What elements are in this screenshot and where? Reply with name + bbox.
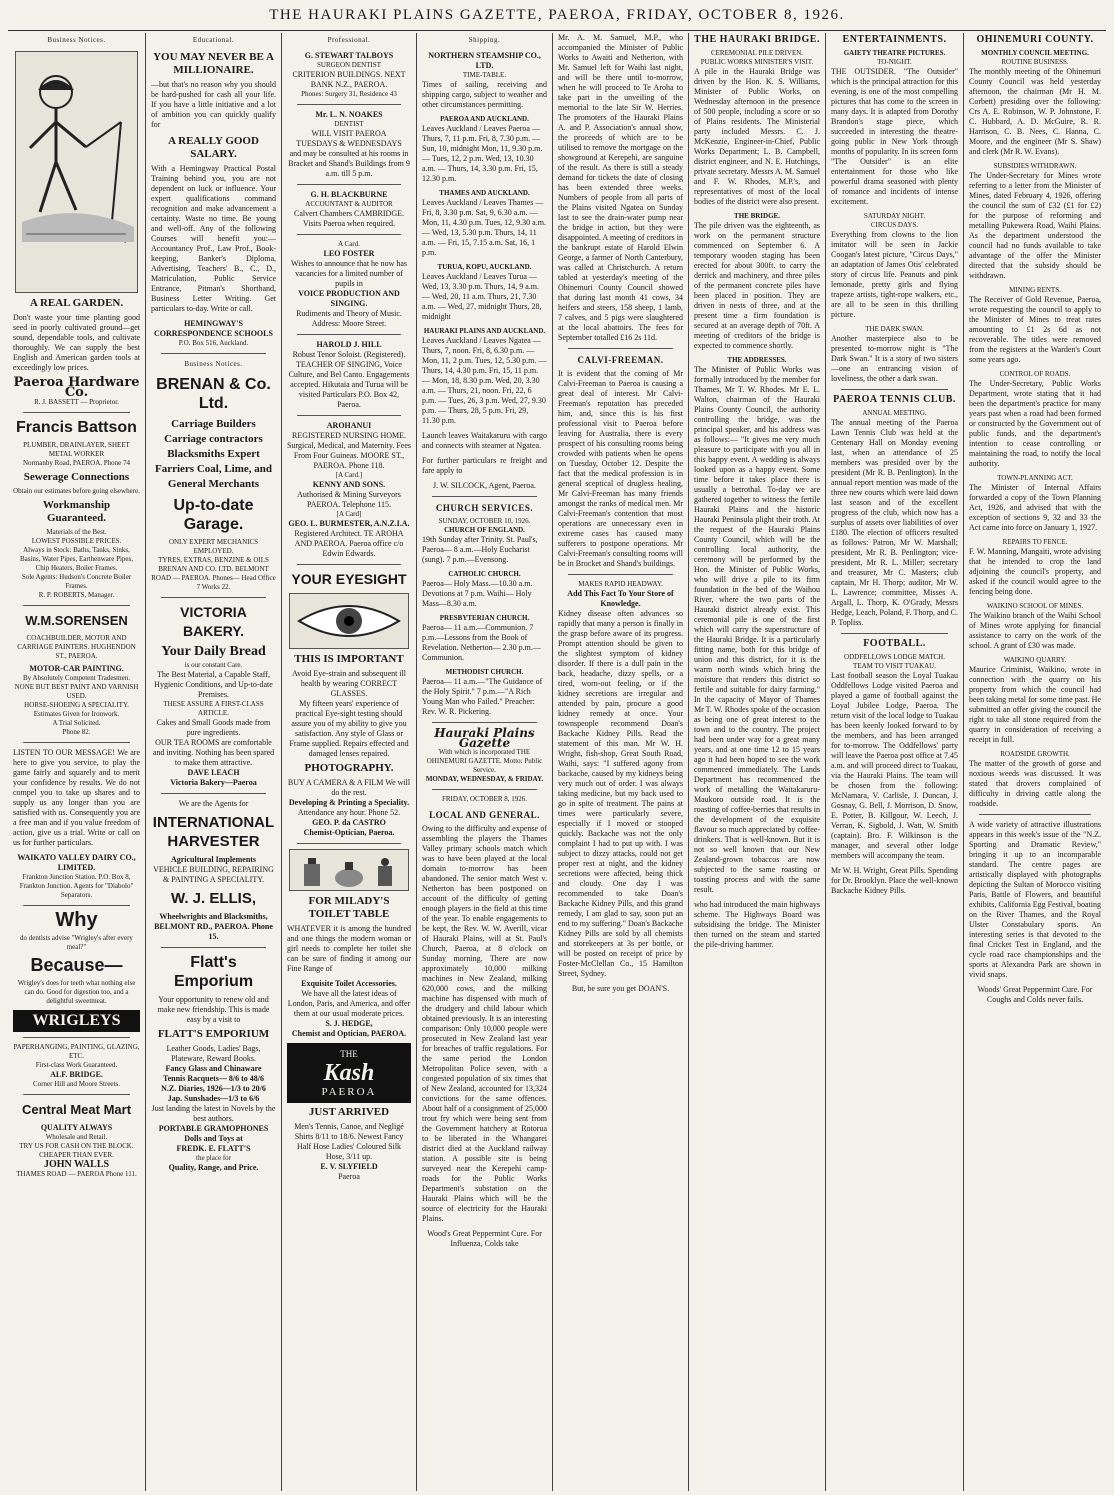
alf-address: Corner Hill and Moore Streets. (33, 1080, 120, 1088)
calvi-text: It is evident that the coming of Mr Calvi-Freeman to Paeroa is causing a great deal of interest. Mr Calvi-Freeman's reputation has preceded him, and, since this is his first professional visit to Paeroa before leaving for Australia, there is every prospect of his consulting rooms being crowded with patients when he opens on Tuesday, October 12. Despite the fact that the medical profession is in general sceptical of drugless healing, Mr Calvi-Freeman has many friends amongst the ranks of medical men. Mr Calvi-Freeman's contention that most operations are unnecessary even in extreme cases has caused many sufferers to postpone operations. Mr Calvi-Freeman's consulting rooms will be in Brocket and Shand's buildings. (558, 369, 683, 568)
bridge-title: THE HAURAKI BRIDGE. (694, 34, 820, 45)
fancy-glass: Fancy Glass and Chinaware (165, 1064, 262, 1073)
further-particulars: For further particulars re freight and fare apply to (422, 456, 547, 475)
implements: Agricultural Implements (170, 855, 257, 864)
circus-text: Everything from clowns to the lion imitator will be seen in Jackie Coogan's latest picture, "Circus Days," an adaptation of James Otis' celebrated story of circus life. Peanuts and pink lemonade, pretty girls and flying trapeze artists, tight-rope walkers, etc., are all to be seen in this thrilling picture. (831, 230, 958, 319)
kash-paeroa-label: PAEROA (321, 1086, 377, 1098)
routine-business: ROUTINE BUSINESS. (1001, 58, 1069, 66)
hauraki-plains-times: Leaves Auckland / Leaves Ngatea — Thurs, 7, noon. Fri, 8, 6.30 p.m. — Mon, 11, 2 p.m. Tues, 12, 5.30 p.m. — Thurs, 14, 4.30 p.m. Fri, 15, 11 p.m. — Mon, 18, 8.30 p.m. Wed, 20, 3.30 a.m. — Thurs, 21, noon. Fri, 22, 6 p.m. — Tues, 26, 3 p.m. Wed, 27, 9.30 p.m. — Thurs, 28, 5 p.m. Fri, 29, 11.30 p.m. (422, 336, 547, 425)
eyesight-heading: YOUR EYESIGHT (291, 571, 407, 587)
quarry-heading: WAIKINO QUARRY. (1003, 656, 1067, 664)
calvert: Calvert Chambers CAMBRIDGE. Visits Paeroa when required. (294, 209, 404, 228)
northern-steamship: NORTHERN STEAMSHIP CO., LTD. (428, 51, 541, 70)
toilet-illustration (289, 849, 409, 891)
county-intro: The monthly meeting of the Ohinemuri County Council was held yesterday afternoon, the chairman (Mr H. M. Corbett) presiding over the following: Crs A. E. Robinson, W. P. Johnstone, F. C. Hubbard, A. D. McGuire, R. R. Harrison, C. B. Nees, C. Hanna, C. Moore, and the engineer (Mr S. Shaw) and clerk (Mr R. W. Evans). (969, 67, 1101, 156)
annual-meeting: ANNUAL MEETING. (862, 409, 927, 417)
manager: R. P. ROBERTS, Manager. (38, 591, 115, 599)
waikino-heading: WAIKINO SCHOOL OF MINES. (986, 602, 1084, 610)
architect: Registered Architect. TE AROHA AND PAEROA. Paeroa office c/o Edwin Edwards. (294, 529, 404, 558)
turua-times: Leaves Auckland / Leaves Turua — Wed, 13, 3.30 p.m. Thurs, 14, 9 a.m. — Wed, 20, 11 a.m. Thurs, 21, 7.30 a.m. — Wed, 27, midnight Thurs, 28, midnight (422, 272, 542, 321)
kash-paeroa: Paeroa (338, 1172, 360, 1181)
bridge-intro: A pile in the Hauraki Bridge was driven by the Hon. K. S. Williams, Minister of Public Works, on Wednesday afternoon in the presence of 500 people, including a score or so of Plains residents. The Ministerial party included Messrs. C. J. McKenzie, Engineer-in-Chief, Public Works Department; L. B. Campbell, district engineer, and N. E. Hutchings, private secretary. Messrs A. M. Samuel and F. W. Rhodes, M.P.'s, and representatives of most of the local bodies of the district were also present. (694, 67, 820, 206)
workmanship: Workmanship Guaranteed. (42, 499, 111, 524)
garden-text: Don't waste your time planting good seed in poorly cultivated ground—get sound, dependable tools, and cultivate thoroughly. We can supply the best English and American garden tools at exceedingly low prices. (13, 313, 140, 372)
business-header: Business Notices. (184, 360, 243, 368)
church-england-text: 19th Sunday after Trinity. St. Paul's, Paeroa— 8 a.m.—Holy Eucharist (sung). 7 p.m.—Evensong. (422, 535, 538, 564)
turua-kopu: TURUA, KOPU, AUCKLAND. (437, 263, 532, 271)
paint: NONE BUT BEST PAINT AND VARNISH USED. (14, 683, 139, 700)
ellis-address: BELMONT RD., PAEROA. Phone 15. (154, 922, 273, 941)
kash-the: THE (340, 1049, 358, 1059)
add-fact: Add This Fact To Your Store of Knowledge. (567, 589, 674, 608)
tennis-club: PAEROA TENNIS CLUB. (833, 394, 956, 405)
millionaire-text: —but that's no reason why you should be hard-pushed for cash all your life. If you have a little initiative and a lot of ambition you can quickly qualify for (151, 80, 276, 129)
local-general: LOCAL AND GENERAL. (429, 810, 540, 820)
victoria-bakery: Victoria Bakery—Paeroa (170, 778, 257, 787)
brenan-services: Carriage Builders Carriage contractors Blacksmiths Expert Farriers Coal, Lime, and General Merchants (154, 418, 272, 490)
quality-range: Quality, Range, and Price. (168, 1163, 259, 1172)
criterion: CRITERION BUILDINGS. NEXT BANK N.Z., PAEROA. (292, 70, 406, 89)
salary-text: With a Hemingway Practical Postal Training behind you, you are not dependent on luck or influence. Your expert qualifications command recognition and make advancement a certainty. Waste no time. Be young and well-off. Any of the following Courses will benefit you:— Accountancy Prof., Law Prof., Book-keeping, Banker's Diploma, Advertising, Teachers' B., C., D., Matriculation, Public Service Entrance, Pitman's Shorthand, Business Letter Writing. Get particulars to-day. Write or call. (151, 164, 276, 313)
talboys-title: SURGEON DENTIST (317, 61, 381, 69)
rudiments: Rudiments and Theory of Music. (296, 309, 402, 318)
issue-date: FRIDAY, OCTOBER 8, 1926. (441, 795, 528, 803)
ellis-name: W. J. ELLIS, (170, 890, 256, 907)
foster-address: Address: Moore Street. (311, 319, 387, 328)
hedge-name: S. J. HEDGE, (325, 1019, 373, 1028)
will-visit: WILL VISIT PAEROA (311, 129, 387, 138)
place-for: the place for (196, 1154, 231, 1162)
subsidies-text: The Under-Secretary for Mines wrote referring to a letter from the Minister of Mines, dated February 4, 1926, offering the council the sum of £32 (£1 for £2) for the purpose of reforming and metalling Pukewera Road, Waihi Plains. As the department understood the council had no funds available to take advantage of the offer the Minister directed that the subsidy should be withdrawn. (969, 171, 1101, 280)
roadside-heading: ROADSIDE GROWTH. (1000, 750, 1070, 758)
flatt-goods: Leather Goods, Ladies' Bags, Plateware, Reward Books. (166, 1044, 261, 1063)
mining-heading: MINING RENTS. (1009, 286, 1061, 294)
section-header: Business Notices. (47, 36, 106, 44)
sorensen-name: W.M.SORENSEN (25, 613, 128, 628)
hardware-proprietor: R. J. BASSETT — Proprietor. (34, 398, 119, 406)
eye-text: Avoid Eye-strain and subsequent ill health by wearing CORRECT GLASSES. (291, 669, 407, 698)
church-date: SUNDAY, OCTOBER 10, 1926. (438, 517, 531, 525)
column-business-notices (8, 33, 145, 1491)
town-planning-text: The Minister of Internal Affairs forwarded a copy of the Town Planning Act, 1926, and advised that with the exception of sections 9, 32 and 33 the Act came into force on January 1, 1927. (969, 483, 1101, 532)
control-heading: CONTROL OF ROADS. (999, 370, 1071, 378)
hemingway-box: P.O. Box 516, Auckland. (178, 339, 249, 347)
control-text: The Under-Secretary, Public Works Department, wrote stating that it had been the department's practice for many years past when a road had been formed or constructed by the Government out of public funds, and the department's intention to cease controlling or maintaining the road, to notify the local authority. (969, 379, 1101, 468)
estimates: Estimates Given for Ironwork. (33, 710, 120, 718)
battson-name: Francis Battson (16, 419, 137, 436)
gazette-title: Hauraki Plains Gazette (434, 726, 535, 750)
publication-days: MONDAY, WEDNESDAY, & FRIDAY. (425, 775, 544, 783)
dave-leach: DAVE LEACH (187, 768, 240, 777)
rapid-headway: MAKES RAPID HEADWAY. (578, 580, 663, 588)
waikato-name: WAIKATO VALLEY DAIRY CO., LIMITED. (17, 853, 136, 872)
accountant: ACCOUNTANT & AUDITOR (305, 200, 393, 208)
materials: Materials of the Best. (46, 528, 107, 536)
masthead-rule (8, 30, 1106, 31)
eye-text-2: My fifteen years' experience of practical Eye-sight testing should assure you of my ability to give you satisfaction. Any style of Glass or Frame supplied. Repairs effected and damaged lenses repaired. (289, 699, 409, 758)
section-header: Professional. (327, 36, 371, 44)
try-us: TRY US FOR CASH ON THE BLOCK. CHEAPER THAN EVER. (19, 1142, 134, 1159)
daily-bread: Your Daily Bread (161, 644, 266, 659)
hemingway-name: HEMINGWAY'S CORRESPONDENCE SCHOOLS (154, 319, 273, 338)
column-professional (281, 33, 416, 1491)
kash-goods: Men's Tennis, Canoe, and Negligé Shirts 8/11 to 18/6. Newest Fancy Half Hose Ladies' Coloured Silk Hose, 3/11 up. (294, 1122, 404, 1161)
novels: Just landing the latest in Novels by the best authors. (151, 1104, 276, 1123)
dark-swan-text: Another masterpiece also to be presented to-morrow night is "The Dark Swan." It is a story of two sisters—one an entrancing vision of loveliness, the other a dark swan. (831, 334, 958, 383)
dark-swan: THE DARK SWAN. (865, 325, 924, 333)
waikino-text: The Waikino branch of the Waihi School of Mines wrote applying for financial assistance to carry on the work of the school. A grant of £30 was made. (969, 611, 1101, 650)
diaries: N.Z. Diaries, 1926—1/3 to 20/6 (161, 1084, 266, 1093)
millionaire-heading: YOU MAY NEVER BE A MILLIONAIRE. (153, 51, 274, 76)
illustrations-text: A wide variety of attractive illustrations appears in this week's issue of the "N.Z. Sporting and Dramatic Review," bringing it up to an incomparable standard. The centre pages are artistically displayed with photographs depicting the Sultan of Morocco visiting Paris, Battle of Flowers, and beautiful exhibits, California Egg Festival, boating on the River Thames, and the Royal Ulster Constabulary sports. An interesting series is that devoted to the final Cricket Test in England, and the cycle road race championships and the sports at Alexandra Park are shown in vivid snaps. (969, 820, 1101, 979)
firstclass: First-class Work Guaranteed. (35, 1061, 118, 1069)
timetable: TIME-TABLE. (462, 71, 507, 79)
sunshades: Jap. Sunshades—1/3 to 6/6 (167, 1094, 260, 1103)
thames-auckland: THAMES AND AUCKLAND. (439, 189, 530, 197)
column-ohinemuri-county (963, 33, 1106, 1491)
burmester-name: GEO. L. BURMESTER, A.N.Z.I.A. (288, 519, 410, 528)
column-educational (145, 33, 281, 1491)
talboys-name: G. STEWART TALBOYS (304, 51, 394, 60)
local-general-text: Owing to the difficulty and expense of assembling the players the Thames Valley primary schools match which was to have been played at the local domain to-morrow has been abandoned. The senior match West v. Netherton has been postponed on account of the difficulty of getting enough players in the field at this time of the year. To enable engagements to be kept, the Rev. W. W. Averill, vicar of Hauraki Plains, will at St. Paul's Church, Paeroa, at 8 o'clock on Sunday morning. There are now approximately 10,000 milking machines in New Zealand, milking 620,000 cows, and the milking machine has dispensed with much of the drudgery and child labour which obtained previously. It is an interesting comparison: Only 10,000 people were prosecuted in New Zealand last year for breaches of traffic regulations. For the same period the London Metropolitan Police seven, with a congested population of six times that of New Zealand, accounted for 13,324 convictions for the same offences. About half of a consignment of 25,000 trout fry which were being sent from the Government hatchery at Rotorua to be liberated in the Whangarei district died at the Auckland railway station. A possible site is being surveyed near the Kerepehi camp-roads for the Public Works Department's substation on the Hauraki Plains which will be the source of electricity for the Hauraki Plains. (422, 824, 547, 1223)
gramophones: PORTABLE GRAMOPHONES (158, 1124, 269, 1133)
column-hauraki-bridge (688, 33, 825, 1491)
entertainments-title: ENTERTAINMENTS. (842, 34, 947, 45)
kash-logo (287, 1043, 411, 1103)
walls-address: THAMES ROAD — PAEROA Phone 111. (16, 1170, 137, 1178)
brenan-address: BRENAN AND CO. LTD. BELMONT ROAD — PAEROA. Phones— Head Office 7 Works 22. (151, 565, 276, 591)
thames-auckland-times: Leaves Auckland / Leaves Thames — Fri, 8, 3.30 p.m. Sat, 9, 6.30 a.m. — Mon, 11, 4.30 p.m. Tues, 12, 9.30 a.m. — Wed, 13, 5.30 p.m. Thurs, 14, 11 a.m. — Fri, 15, 7.15 a.m. Sat, 16, 1 p.m. (422, 198, 546, 257)
competent: By Absolutely Competent Tradesmen. (23, 674, 130, 682)
hardware-name: Paeroa Hardware Co. (13, 375, 140, 400)
noakes-name: Mr. L. N. NOAKES (315, 110, 383, 119)
circus-days: CIRCUS DAYS. (870, 221, 919, 229)
card-3: [A Card] (336, 510, 362, 518)
quarry-text: Maurice Criminist, Waikino, wrote in connection with the quarry on his property from which the council had been taking metal for some time past. He submitted an offer giving the council the right to take all stone required from the quarry in consideration of receiving a receipt in full. (969, 665, 1101, 744)
first-class: THESE ASSURE A FIRST-CLASS ARTICLE. (163, 700, 264, 717)
column-shipping (416, 33, 552, 1491)
wrigleys-logo: WRIGLEYS (13, 1010, 140, 1032)
waikato-address: Frankton Junction Station. P.O. Box 8, Frankton Junction. Agents for "Diabolo" Separators. (19, 873, 134, 899)
silcock-agent: J. W. SILCOCK, Agent, Paeroa. (433, 481, 536, 490)
timetable-note: Times of sailing, receiving and shipping cargo, subject to weather and other circumstances permitting. (422, 80, 547, 109)
address-text: The Minister of Public Works was formally introduced by the member for Thames, Mr T. W. Rhodes. Mr E. L. Walton, chairman of the Hauraki Plains County Council, the authority controlling the bridge, was the principal speaker, and his address was as follows:— "It gives me very much pleasure to participate with you all in this happy event. A wedding is always looked upon as a happy event. Some time before it takes place there is usually a betrothal. To-day we are gathered together to witness the fertile Hauraki Plains and the historic Hauraki Peninsula plight their troth. At the request of the Hauraki Plains County Council, which will be the controlling local authority, the ceremony will be performed by the Hon. the Minister of Public Works, who will drive a pile to its firm foundation in the bed of the Waihou River, where the two parts of the Hauraki district already exist. This ceremonial pile is one of the first which will carry the superstructure of the Hauraki Bridge. It is a particularly fitting name, both for this bridge of union and this district, for it is the warm north winds which bring the moisture that renders this district so fertile and suitable for dairy farming." In the capacity of Mayor of Thames Mr T. W. Rhodes spoke of the occasion as being one of great interest to the town and to the country. The project had been under way for a great many years, and at one time 12 to 15 years ago it had been hoped to see the work commenced immediately. The Lands Department has recommenced the work of metalling the Waitakaruru-Maukoro outside road. It is the roasting of coffee-berries that results in the development of the exquisite flavour so much appreciated by coffee-drinkers. That is well-known. But it is not so well known that our New Zealand-grown tobaccos are now subjected to the same roasting or toasting process and with the same result. (694, 365, 820, 894)
tonight-text: THE OUTSIDER. "The Outsider" which is the principal attraction for this evening, is one of the most compelling pictures that has come to the screen in many days. It is adapted from Dorothy Brandon's stage piece, which succeeded in interesting the theatre-going public in New York through months of popularity. In its screen form "The Outsider" is an elite entertainment for those who like powerful drama seasoned with plenty of romance and incidents of intense excitement. (831, 67, 958, 206)
tearooms: OUR TEA ROOMS are comfortable and inviting. Nothing has been spared to make them attractive. (152, 738, 275, 767)
battson-trade: PLUMBER, DRAINLAYER, SHEET METAL WORKER (23, 441, 130, 458)
minister-visit: PUBLIC WORKS MINISTER'S VISIT. (700, 58, 814, 66)
battson-address: Normanby Road, PAEROA. Phone 74 (22, 459, 131, 467)
church-england: CHURCH OF ENGLAND. (444, 526, 525, 534)
fredk-flatt: FREDK. E. FLATT'S (176, 1144, 251, 1153)
newspaper-columns (8, 33, 1106, 1491)
surveyors: Authorised & Mining Surveyors PAEROA. Telephone 115. (297, 490, 401, 509)
county-title: OHINEMURI COUNTY. (976, 34, 1094, 45)
toilet-text-2: We have all the latest ideas of London, Paris, and America, and offer them at our usual moderate prices. (287, 989, 411, 1018)
hedge-title: Chemist and Optician, PAEROA. (291, 1029, 407, 1038)
roadside-text: The matter of the growth of gorse and noxious weeds was discussed. It was stated that drovers complained of difficulty in driving cattle along the roadside. (969, 759, 1101, 808)
voice-production: VOICE PRODUCTION AND SINGING. (298, 289, 400, 308)
woods-cure-2: Woods' Great Peppermint Cure. For Coughs and Colds never fails. (977, 985, 1093, 1004)
flatts-heading: Flatt's Emporium (173, 954, 254, 990)
samuel-text: Mr. A. M. Samuel, M.P., who accompanied the Minister of Public Works to Awaiti and Netherton, with Mr. Samuel left for Waihi last night, and will be there until to-morrow, when he will proceed to Te Aroha to take part in the unveiling of the memorial to the late Sir W. Herries. The promoters of the Hauraki Plains A. and P. Association's annual show, the proceeds of which are to be utilised to remove the mortgage on the showground at Kerepehi, are sanguine of the result. As there is still a steady demand for tickets the date of closing has been extended three weeks. Numbers of people from all parts of the Plains visited Ngatea on Sunday last to see the drain-water pump near the bridge in action, but they were disappointed. A meeting of creditors in the bankrupt estate of Harold Elwin George, a farmer of North Canterbury, was called at Christchurch. A return tabled at yesterday's meeting of the Ohinemuri County Council showed that during last month 41 cows, 34 heifers and steers, 158 sheep, 1 lamb, 7 calves, and 5 pigs were slaughtered at the local abattoirs. The fees for September totalled £16 2s 11d. (558, 33, 683, 342)
consulted: and may be consulted at his rooms in Bracket and Shand's Buildings from 9 a.m. till 5 p.m. (288, 149, 410, 178)
the-bridge: THE BRIDGE. (734, 212, 780, 220)
methodist: METHODIST CHURCH. (445, 668, 524, 676)
salary-heading: A REALLY GOOD SALARY. (168, 135, 259, 160)
bakery-text: The Best Material, a Capable Staff, Hygienic Conditions, and Up-to-date Premises. (154, 670, 273, 699)
developing: Developing & Printing a Speciality. (288, 798, 410, 807)
oddfellows-match: ODDFELLOWS LODGE MATCH. (844, 653, 945, 661)
section-header: Shipping. (468, 36, 501, 44)
gaiety-theatre: GAIETY THEATRE PICTURES. (843, 49, 946, 57)
why-text: do dentists advise "Wrigley's after every meal?" (20, 934, 133, 951)
chemist: Chemist-Optician, Paeroa. (303, 828, 395, 837)
catholic: CATHOLIC CHURCH. (448, 570, 521, 578)
tennis-racquets: Tennis Racquets— 8/6 to 48/6 (162, 1074, 265, 1083)
woods-cure: Wood's Great Peppermint Cure. For Influenza, Colds take (427, 1229, 542, 1248)
tonight: TO-NIGHT. (877, 58, 912, 66)
column-news (552, 33, 688, 1491)
arohanui: AROHANUI (326, 421, 372, 430)
attendance: Attendance any hour. Phone 52. (297, 808, 401, 817)
visit-days: TUESDAYS & WEDNESDAYS (296, 139, 402, 148)
sorensen-trade: COACHBUILDER, MOTOR AND CARRIAGE PAINTERS. HUGHENDON ST., PAEROA. (17, 634, 136, 660)
bakery-name: VICTORIA BAKERY. (180, 604, 247, 639)
wholesale: Wholesale and Retail. (45, 1133, 108, 1141)
alf-bridge: ALF. BRIDGE. (50, 1070, 103, 1079)
dentist: DENTIST (334, 120, 364, 128)
fence-text: F. W. Manning, Mangaiti, wrote advising that he intended to crop the land adjoining the council's property, and asked if the council would agree to the fencing being done. (969, 547, 1101, 596)
football-text: Last football season the Loyal Tuakau Oddfellows Lodge visited Paeroa and played a game of football against the Loyal Jubilee Lodge, Paeroa. The return visit of the local lodge to Tuakau has been keenly looked forward to by the members, and has been arranged for to-morrow. The Oddfellows' party will leave the Paeroa post office at 7.45 a.m. and will proceed direct to Tuakau, via the Hauraki Plains. The team will be chosen from the following: McNamara, V. Carlisle, J. Duncan, J. Gosnay, G. Bell, J. Morrison, D. Snow, E. Potter, B. Killgour, W. Leech, J. Verran, K. Sigbold, J. Watt, W. Smith (captain). Bro. F. Wilkinson is the manager, and several other lodge members will accompany the team. (831, 671, 958, 860)
vehicle-building: VEHICLE BUILDING, REPAIRING & PAINTING A SPECIALITY. (153, 865, 274, 884)
walls-name: JOHN WALLS (43, 1159, 110, 1170)
because-heading: Because— (30, 955, 123, 975)
photography: PHOTOGRAPHY. (304, 762, 394, 774)
meat-mart: Central Meat Mart (21, 1102, 132, 1117)
quality-always: QUALITY ALWAYS (40, 1123, 113, 1132)
constant-care: is our constant Care. (184, 661, 243, 669)
stock-text: Always in Stock: Baths, Tanks, Sinks, Basins, Water Pipes, Earthenware Pipes, Chip Heaters, Boiler Frames. (19, 546, 134, 572)
paperhanging: PAPERHANGING, PAINTING, GLAZING, ETC. (13, 1043, 140, 1060)
because-text: Wrigley's does for teeth what nothing else can do. Good for digestion too, and a delightful sweetmeat. (17, 979, 136, 1005)
flatt-caps: FLATT'S EMPORIUM (157, 1028, 270, 1040)
fence-heading: REPAIRS TO FENCE. (1002, 538, 1068, 546)
dacastro-name: GEO. P. da CASTRO (312, 818, 386, 827)
bridge-subtitle: CEREMONIAL PILE DRIVEN. (710, 49, 804, 57)
just-arrived: JUST ARRIVED (308, 1106, 390, 1118)
mechanics: ONLY EXPERT MECHANICS EMPLOYED. (168, 538, 259, 555)
trial: A Trial Solicited. (52, 719, 101, 727)
garage-heading: Up-to-date Garage. (173, 497, 254, 533)
flatt-text: Your opportunity to renew old and make new friendship. This is made easy by a visit to (157, 995, 270, 1024)
the-addresses: THE ADDRESSES. (727, 356, 787, 364)
presbyterian: PRESBYTERIAN CHURCH. (439, 614, 530, 622)
team-tuakau: TEAM TO VISIT TUAKAU. (853, 662, 936, 670)
a-card: A Card. (338, 240, 360, 248)
mining-text: The Receiver of Gold Revenue, Paeroa, wrote requesting the council to apply to the Minister of Mines to treat rates amounting to £1 2s 6d as not recoverable. The titles were removed from the registers at the Warden's Court some years ago. (969, 295, 1101, 364)
methodist-text: Paeroa— 11 a.m.—"The Guidance of the Holy Spirit." 7 p.m.—"A Rich Young Man who Failed." Preacher: Rev. W. R. Pickering. (422, 677, 543, 716)
catholic-text: Paeroa— Holy Mass.—10.30 a.m. Devotions at 7 p.m. Waihi— Holy Mass—8.30 a.m. (422, 579, 533, 608)
lowest-prices: LOWEST POSSIBLE PRICES. (31, 537, 122, 545)
masthead: THE HAURAKI PLAINS GAZETTE, PAEROA, FRIDAY, OCTOBER 8, 1926. (269, 7, 845, 23)
foster-text: Wishes to announce that he now has vacancies for a limited number of pupils in (290, 259, 408, 288)
horseshoeing: HORSE-SHOEING A SPECIALITY. (24, 701, 129, 709)
garden-illustration (15, 51, 138, 293)
bridge-text: The pile driven was the eighteenth, as work on the permanent structure commenced on September 6. A temporary wooden staging has been erected for about 300ft. to carry the derrick and machinery, and three piles of the permanent concrete piles have been placed in position. They are driven in nests of three, and at the present time a firm foundation is secured at an average depth of 70ft. A meeting of creditors of the bridge is expected to commence shortly. (694, 221, 820, 350)
agents-for: We are the Agents for (178, 799, 249, 808)
nursing-home: REGISTERED NURSING HOME. Surgical, Medical, and Maternity. Fees From Four Guineas. MOORE ST., PAEROA. Phone 118. (287, 431, 411, 470)
eye-illustration (289, 593, 409, 649)
paeroa-auckland: PAEROA AND AUCKLAND. (440, 115, 529, 123)
listen-text: LISTEN TO OUR MESSAGE! We are here to give you service, to play the game fairly and squarely and to merit your confidence by results. We do not compel you to take up shares and to supply us any longer than you are satisfied with us. Consequently you are a free man and if you value freedom of action, give us a trial. Write or call on us for further particulars. (13, 748, 140, 847)
saturday-night: SATURDAY NIGHT. (863, 212, 926, 220)
doans: But, be sure you get DOAN'S. (571, 984, 670, 993)
eye-icon (294, 597, 404, 645)
hill-name: HAROLD J. HILL (316, 340, 382, 349)
brenan-name: BRENAN & Co. Ltd. (156, 376, 271, 412)
card-2: [A Card.] (335, 471, 363, 479)
calvi-heading: CALVI-FREEMAN. (577, 355, 664, 365)
kash-name: Kash (323, 1060, 375, 1086)
blackburne-name: G. H. BLACKBURNE (310, 190, 388, 199)
why-heading: Why (55, 909, 98, 931)
slyfield-name: E. V. SLYFIELD (320, 1162, 378, 1171)
hauraki-plains-auckland: HAURAKI PLAINS AND AUCKLAND. (423, 327, 546, 335)
section-header: Educational. (192, 36, 235, 44)
ellis-trade: Wheelwrights and Blacksmiths, (159, 912, 268, 921)
column-entertainments (825, 33, 963, 1491)
sole-agents: Sole Agents: Hudson's Concrete Boiler Frames. (21, 573, 132, 590)
perfume-bottles-icon (294, 852, 404, 888)
tennis-text: The annual meeting of the Paeroa Lawn Tennis Club was held at the Centenary Hall on Monday evening last, when an attendance of 25 members was presided over by the president (Mr R. B. Penlington). In the annual report mention was made of the three new courts which were laid down last season and of the excellent progress of the club, which now has a surplus of assets over liabilities of over £180. The election of officers resulted as follows: Patron, Mr W. Marshall; president, Mr R. B. Penlington; vice-president, Mr R. L. Miller; secretary and treasurer, Mr C. Masters; club captain, Mr H. Thorp; auditor, Mr W. L. Lawrence; committee, Misses A. Argall, L. Thorp, K. O'Grady, Messrs Hedge, Leach, Poland, F. Thorp, and C. P. Topliss. (831, 418, 958, 627)
motorcar: MOTOR-CAR PAINTING. (29, 664, 124, 673)
sewerage-title: Sewerage Connections (23, 471, 130, 483)
town-planning-heading: TOWN-PLANNING ACT. (997, 474, 1073, 482)
tyres: TYRES, EXTRAS, BENZINE & OILS (158, 556, 269, 564)
church-services: CHURCH SERVICES. (435, 503, 534, 513)
council-meeting: MONTHLY COUNCIL MEETING. (981, 49, 1089, 57)
cakes: Cakes and Small Goods made from pure ingredients. (156, 718, 271, 737)
important: THIS IS IMPORTANT (294, 653, 404, 665)
gardener-picture (16, 52, 140, 290)
dolls: Dolls and Toys at (184, 1134, 243, 1143)
toilet-heading: FOR MILADY'S TOILET TABLE (308, 895, 390, 920)
gazette-incorporated: With which is incorporated THE OHINEMURI GAZETTE. Motto: Public Service. (426, 748, 543, 774)
kidney-text: Kidney disease often advances so rapidly that many a person is finally in the grasp before aware of its progress. Prompt attention should be given to the slightest symptom of kidney disorder. If there is a dull pain in the back, headache, dizzy spells, or a tired, worn-out feeling, or if the kidney secretions are irregular and attended by pain, procure a good kidney remedy at once. Your townspeople recommend Doan's Backache Kidney Pills. Read the statement of this man. Mr W. H. Wright, fish-shop, Great South Road, Waihi, says: "I suffered agony from backache, caused by my kidneys being very much out of order. I was always taking medicine, but my back used to go in spite of treatment. The pains at times were particularly severe, especially if I moved or stooped quickly. Backache was not the only complaint I had to put up with. I was subject to dizzy attacks, could not get proper rest at night, and the kidney secretions were affected, being thick and cloudy. One day I was recommended to take Doan's Backache Kidney Pills, and this grand remedy, I am glad to say, soon put an end to my suffering." Doan's Backache Kidney Pills are sold by all chemists and storekeepers at 3s per bottle, or will be posted on receipt of price by Foster-McClellan Co., 15 Hamilton Street, Sydney. (558, 609, 683, 978)
garden-caption: A REAL GARDEN. (29, 297, 124, 309)
talboys-phones: Phones: Surgery 31, Residence 43 (301, 90, 397, 98)
camera: BUY A CAMERA & A FILM We will do the rest. (287, 778, 411, 797)
exquisite: Exquisite Toilet Accessories. (301, 979, 397, 988)
phone: Phone 82. (62, 728, 91, 736)
harvester: INTERNATIONAL HARVESTER (152, 814, 275, 850)
kenny-name: KENNY AND SONS. (312, 480, 386, 489)
foster-name: LEO FOSTER (323, 249, 375, 258)
presbyterian-text: Paeroa— 11 a.m.—Communion. 7 p.m.—Lessons from the Book of Revelation. Netherton— 2.30 p.m.—Communion. (422, 623, 541, 662)
paeroa-auckland-times: Leaves Auckland / Leaves Paeroa — Thurs, 7, 11 p.m. Fri, 8, 7.30 p.m. — Sun, 10, midnight Mon, 11, 9.30 p.m. — Tues, 12, 2 p.m. Wed, 13, 10.30 a.m. — Thurs, 14, 3.30 p.m. Fri, 15, 12.30 p.m. (422, 124, 543, 183)
sewerage-text: Obtain our estimates before going elsewhere. (13, 487, 140, 495)
football-title: FOOTBALL. (863, 638, 926, 649)
hill-text: Robust Tenor Soloist. (Registered). TEACHER OF SINGING, Voice Culture, and Bel Canto. Engagements accepted. Hikutaia and Turua will be visited Particulars P.O. Box 42, Paeroa. (288, 350, 410, 409)
doans-tail: Mr W. H. Wright, Great Pills. Spending for Dr. Brooklyn. Place the well-known Backache Kidney Pills. (831, 866, 958, 895)
bridge-closing: who had introduced the main highways scheme. The Highways Board was subsidising the bridge. The Minister then turned on the steam and started the pile-driving hammer. (694, 900, 820, 949)
launch-note: Launch leaves Waitakaruru with cargo and connects with steamer at Ngatea. (422, 431, 547, 450)
toilet-text: WHATEVER it is among the hundred and one things the modern woman or girl needs to complete her toilet she can be sure of finding it among our Fine Range of (287, 924, 411, 973)
subsidies-heading: SUBSIDIES WITHDRAWN. (993, 162, 1077, 170)
